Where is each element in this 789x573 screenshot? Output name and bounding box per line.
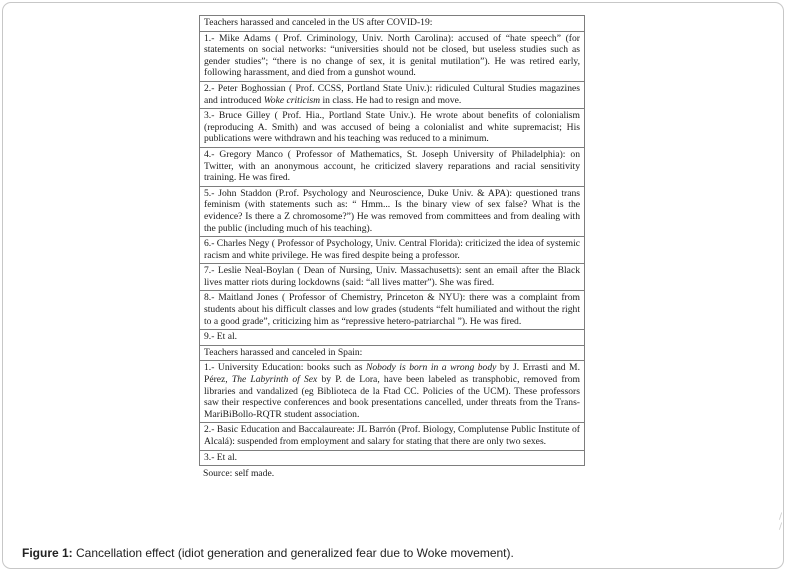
us-item-5: 5.- John Staddon (P.rof. Psychology and Neuroscience, Duke Univ. & APA): questioned trans feminism (with statements such as: “ Hmm... Is the binary view of sex false? What is the evidence? Is there a Z chromosome?”) He was removed from committees and from dealing with the public (including much of his teaching). <box>200 186 585 236</box>
table-row <box>200 81 585 108</box>
table-row <box>200 147 585 186</box>
spain-item-1-italic-b: The Labyrinth of Sex <box>231 374 318 386</box>
spain-item-1 <box>200 361 585 423</box>
table-row <box>200 330 585 346</box>
us-item-2-text-a: 2.- Peter Boghossian ( Prof. CCSS, Portland State Univ.): ridiculed Cultural Studies magazines and introduced <box>204 82 580 106</box>
figure-caption-text: Cancellation effect (idiot generation and generalized fear due to Woke movement). <box>72 546 514 560</box>
edge-mark-icon: / / <box>779 512 783 532</box>
us-item-6: 6.- Charles Negy ( Professor of Psychology, Univ. Central Florida): criticized the idea of systemic racism and white privilege. He was fired despite being a professor. <box>200 237 585 264</box>
spain-item-3: 3.- Et al. <box>200 450 585 466</box>
us-item-8: 8.- Maitland Jones ( Professor of Chemistry, Princeton & NYU): there was a complaint from students about his difficult classes and low grades (students “felt humiliated and without the right to a good grade”, criticizing him as “repressive hetero-patriarchal ”). He was fired. <box>200 291 585 330</box>
spain-item-1-italic-a: Nobody is born in a wrong body <box>365 362 497 374</box>
spain-item-2: 2.- Basic Education and Baccalaureate: JL Barrón (Prof. Biology, Complutense Public Institute of Alcalá): suspended from employment and salary for stating that there are only two sexes. <box>200 423 585 450</box>
us-item-2 <box>200 81 585 108</box>
spain-item-1-text-c: by P. de Lora, have been labeled as transphobic, removed from libraries and vandalized (eg Biblioteca de la Ftad CC. Policies of the UCM). These professors saw their respective conferences and book presentations cancelled, under threats from the Trans-MariBiBollo-RQTR student association. <box>204 374 580 420</box>
table-row <box>200 264 585 291</box>
figure-document <box>199 15 585 480</box>
table-row <box>200 16 585 32</box>
table-row <box>200 237 585 264</box>
table-row <box>200 109 585 148</box>
table-row <box>200 31 585 81</box>
table-row <box>200 186 585 236</box>
table-row <box>200 450 585 466</box>
cancellation-table <box>199 15 585 466</box>
us-item-2-text-b: in class. He had to resign and move. <box>320 94 462 106</box>
spain-item-1-text-a: 1.- University Education: books such as <box>204 362 366 374</box>
table-row <box>200 423 585 450</box>
figure-caption-label: Figure 1: <box>22 546 73 560</box>
us-item-3: 3.- Bruce Gilley ( Prof. Hia., Portland State Univ.). He wrote about benefits of colonialism (reproducing A. Smith) and was accused of being a colonialist and white supremacist; His publications were withdrawn and his teaching was reduced to a minimum. <box>200 109 585 148</box>
table-row <box>200 361 585 423</box>
spain-section-header: Teachers harassed and canceled in Spain: <box>200 345 585 361</box>
us-item-9: 9.- Et al. <box>200 330 585 346</box>
us-item-7: 7.- Leslie Neal-Boylan ( Dean of Nursing, Univ. Massachusetts): sent an email after the Black lives matter riots during lockdowns (said: “all lives matter”). She was fired. <box>200 264 585 291</box>
table-row <box>200 291 585 330</box>
us-item-2-italic: Woke criticism <box>263 94 321 106</box>
us-item-1: 1.- Mike Adams ( Prof. Criminology, Univ. North Carolina): accused of “hate speech” (for statements on social networks: “universities should not be closed, but useless studies such as gender studies”; “there is no change of sex, it is genital mutilation”). He was retired early, following harassment, and died from a gunshot wound. <box>200 31 585 81</box>
source-note: Source: self made. <box>203 468 275 480</box>
figure-caption <box>22 546 514 560</box>
us-item-4: 4.- Gregory Manco ( Professor of Mathematics, St. Joseph University of Philadelphia): on Twitter, with an anonymous account, he criticized slavery reparations and racial sensitivity training. He was fired. <box>200 147 585 186</box>
table-row <box>200 345 585 361</box>
us-section-header: Teachers harassed and canceled in the US after COVID-19: <box>200 16 585 32</box>
spain-item-1-text-b: by J. Errasti and M. Pérez, <box>204 362 580 386</box>
